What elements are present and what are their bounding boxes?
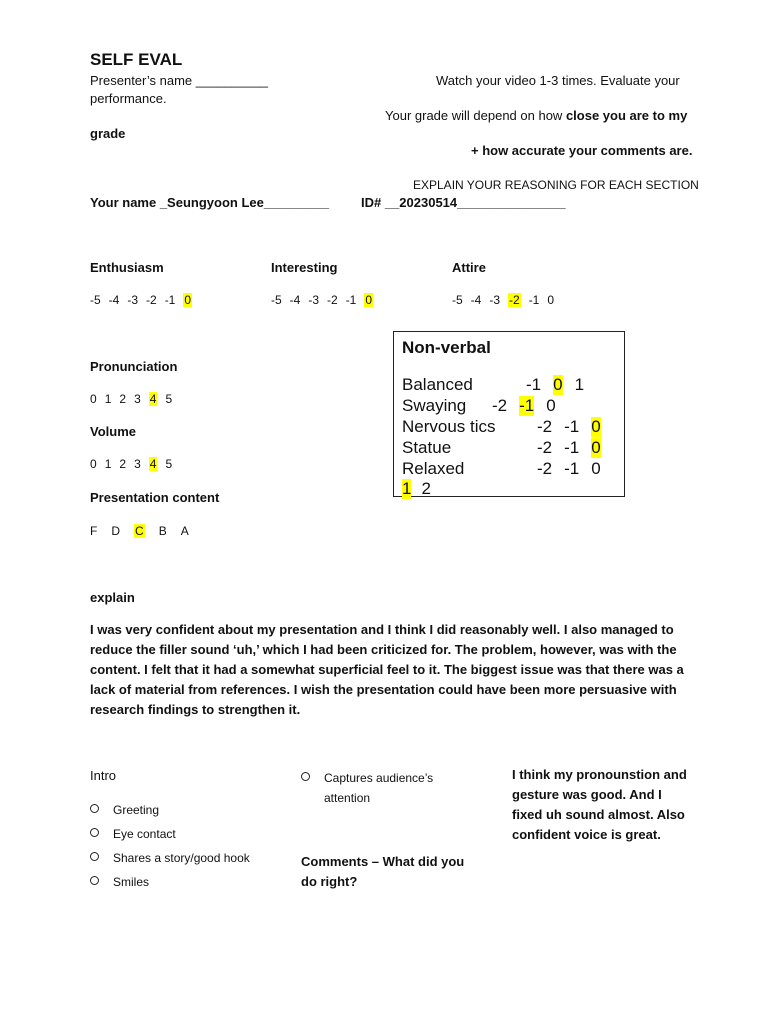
intro-item-greeting (90, 803, 159, 817)
statue-label: Statue (402, 438, 452, 457)
scale-option: -5 (452, 293, 463, 307)
intro-item-label: Smiles (113, 875, 150, 889)
nonverbal-relaxed-extra-row (402, 479, 441, 499)
scale-option-selected: -1 (519, 396, 535, 415)
enthusiasm-scale (90, 293, 200, 307)
performance-text: performance. (90, 91, 167, 106)
nonverbal-relaxed-row (402, 459, 613, 479)
scale-option: -4 (289, 293, 301, 307)
intro-item-label: Eye contact (113, 827, 176, 841)
accuracy-instruction: + how accurate your comments are. (471, 143, 693, 158)
intro-item-smiles (90, 875, 149, 889)
bullet-circle-icon (90, 828, 99, 837)
scale-option: 0 (90, 392, 97, 406)
swaying-label: Swaying (402, 396, 467, 415)
volume-label: Volume (90, 424, 136, 439)
grade-instruction-bold: close you are to my (565, 108, 688, 123)
swaying-scale (492, 396, 568, 415)
watch-instruction: Watch your video 1-3 times. Evaluate your (436, 73, 680, 88)
scale-option-selected: 0 (591, 438, 601, 457)
content-scale (90, 524, 203, 538)
scale-option: -2 (492, 396, 508, 415)
nonverbal-nervous-row (402, 417, 613, 437)
bullet-circle-icon (301, 772, 310, 781)
scale-option: F (90, 524, 98, 538)
nervous-label: Nervous tics (402, 417, 496, 436)
scale-option: -1 (526, 375, 542, 394)
intro-label: Intro (90, 768, 117, 783)
pronunciation-scale (90, 392, 180, 406)
intro-item-label: Greeting (113, 803, 160, 817)
explain-paragraph: I was very confident about my presentation and I think I did reasonably well. I also managed to reduce the filler sound ‘uh,’ which I had been criticized for. The problem, however, was with the content. I felt that it had a somewhat superficial feel to it. The biggest issue was that there was a lack of material from references. I wish the presentation could have been more persuasive with research findings to strengthen it. (90, 622, 684, 717)
presenter-name-field: Presenter’s name __________ (90, 73, 269, 88)
interesting-scale (271, 293, 381, 307)
scale-option: -5 (271, 293, 282, 307)
relaxed-extra-scale (402, 479, 441, 498)
nonverbal-box (393, 331, 625, 497)
your-name-field: Your name _Seungyoon Lee_________ (90, 195, 329, 210)
scale-option: 3 (134, 457, 141, 471)
page-title: SELF EVAL (90, 50, 183, 69)
nervous-scale (537, 417, 613, 436)
nonverbal-statue-row (402, 438, 613, 458)
scale-option: -1 (564, 417, 580, 436)
scale-option: -2 (327, 293, 338, 307)
nonverbal-balanced-row (402, 375, 596, 395)
nonverbal-title: Non-verbal (402, 338, 491, 357)
scale-option: 5 (165, 392, 173, 406)
balanced-label: Balanced (402, 375, 473, 394)
scale-option: -2 (537, 459, 553, 478)
scale-option: -2 (537, 438, 553, 457)
pronunciation-label: Pronunciation (90, 359, 178, 374)
scale-option: 0 (591, 459, 601, 478)
scale-option: 2 (421, 479, 431, 498)
intro-item-story (90, 851, 250, 865)
scale-option: 1 (104, 392, 112, 406)
scale-option: -1 (564, 438, 580, 457)
volume-scale (90, 457, 180, 471)
scale-option-selected: 1 (402, 479, 412, 498)
scale-option: D (111, 524, 121, 538)
comments-prompt: Comments – What did you do right? (301, 854, 465, 889)
scale-option: 2 (119, 457, 127, 471)
content-label: Presentation content (90, 490, 220, 505)
attire-scale (452, 293, 562, 307)
scale-option: A (180, 524, 189, 538)
scale-option: -5 (90, 293, 101, 307)
enthusiasm-label: Enthusiasm (90, 260, 164, 275)
grade-instruction-text: Your grade will depend on how (385, 108, 566, 123)
relaxed-label: Relaxed (402, 459, 465, 478)
intro-item-eye-contact (90, 827, 176, 841)
grade-instruction (385, 108, 687, 123)
scale-option: -1 (564, 459, 580, 478)
scale-option: -2 (537, 417, 553, 436)
scale-option: 1 (104, 457, 112, 471)
intro-item-captures-cont: attention (324, 791, 371, 805)
scale-option: -4 (108, 293, 120, 307)
scale-option: -1 (164, 293, 176, 307)
balanced-scale (526, 375, 596, 394)
scale-option: B (158, 524, 167, 538)
grade-word: grade (90, 126, 126, 141)
scale-option: 0 (546, 396, 556, 415)
scale-option-selected: 4 (149, 392, 157, 406)
intro-item-label: Shares a story/good hook (113, 851, 250, 865)
relaxed-scale (537, 459, 613, 478)
scale-option: 0 (547, 293, 555, 307)
explain-label: explain (90, 590, 135, 605)
bullet-circle-icon (90, 804, 99, 813)
scale-option: -4 (470, 293, 482, 307)
scale-option-selected: C (135, 524, 144, 538)
bullet-circle-icon (90, 876, 99, 885)
statue-scale (537, 438, 613, 457)
scale-option: 3 (134, 392, 141, 406)
scale-option: -2 (146, 293, 157, 307)
scale-option-selected: 0 (591, 417, 601, 436)
nonverbal-swaying-row (402, 396, 568, 416)
scale-option-selected: 0 (365, 293, 373, 307)
scale-option: -1 (345, 293, 357, 307)
scale-option-selected: 0 (184, 293, 192, 307)
scale-option: 1 (574, 375, 585, 394)
comments-answer: I think my pronounstion and gesture was good. And I fixed uh sound almost. Also confident voice is great. (512, 767, 687, 842)
scale-option: -3 (127, 293, 139, 307)
scale-option: 2 (119, 392, 127, 406)
scale-option: -1 (528, 293, 540, 307)
intro-item-captures (301, 771, 433, 785)
intro-item-label: Captures audience’s (324, 771, 434, 785)
bullet-circle-icon (90, 852, 99, 861)
scale-option-selected: 0 (553, 375, 563, 394)
scale-option: 5 (165, 457, 173, 471)
scale-option-selected: 4 (149, 457, 157, 471)
scale-option: -3 (308, 293, 320, 307)
id-field: ID# __20230514_______________ (361, 195, 566, 210)
attire-label: Attire (452, 260, 486, 275)
scale-option: 0 (90, 457, 97, 471)
scale-option-selected: -2 (509, 293, 520, 307)
explain-each-instruction: EXPLAIN YOUR REASONING FOR EACH SECTION (413, 178, 699, 192)
scale-option: -3 (489, 293, 501, 307)
interesting-label: Interesting (271, 260, 338, 275)
